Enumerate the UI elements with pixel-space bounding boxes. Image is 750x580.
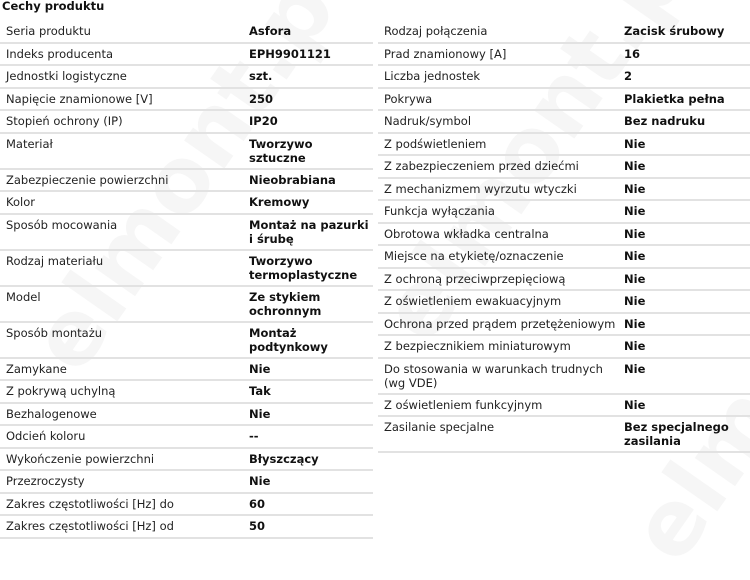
spec-row [378, 21, 750, 44]
spec-row [378, 156, 750, 179]
spec-value: Nie [624, 271, 646, 286]
spec-value: Nie [624, 226, 646, 241]
spec-row [0, 381, 373, 404]
spec-label: Prad znamionowy [A] [384, 46, 507, 61]
spec-label: Wykończenie powierzchni [6, 451, 155, 466]
spec-label: Nadruk/symbol [384, 114, 472, 128]
spec-label: Zabezpieczenie powierzchni [6, 172, 169, 187]
spec-value: Nie [624, 249, 646, 263]
spec-value: Nie [249, 474, 271, 488]
spec-row [0, 111, 373, 134]
spec-value: Asfora [249, 24, 292, 38]
spec-value: 250 [249, 91, 274, 106]
spec-label: Sposób mocowania [6, 217, 118, 232]
spec-value: Bez specjalnego zasilania [624, 420, 729, 448]
spec-label: Bezhalogenowe [6, 406, 97, 421]
spec-value: Błyszczący [249, 451, 319, 466]
spec-row [378, 134, 750, 157]
spec-row [0, 404, 373, 427]
spec-row [0, 516, 373, 539]
spec-value: 16 [624, 46, 641, 61]
spec-value: Nie [624, 136, 646, 151]
spec-value: Bez nadruku [624, 114, 706, 128]
spec-label: Zamykane [6, 361, 67, 376]
spec-label: Indeks producenta [6, 46, 114, 61]
spec-value: IP20 [249, 114, 278, 128]
spec-label: Z oświetleniem ewakuacyjnym [384, 294, 562, 308]
spec-value: Nie [624, 316, 646, 331]
spec-label: Z ochroną przeciwprzepięciową [384, 271, 566, 286]
spec-row [0, 426, 373, 449]
spec-value: Nie [624, 181, 646, 196]
spec-row [0, 251, 373, 287]
spec-row [0, 192, 373, 215]
spec-label: Zasilanie specjalne [384, 420, 495, 434]
spec-row [0, 215, 373, 251]
spec-row [378, 417, 750, 453]
spec-row [0, 170, 373, 193]
spec-value: -- [249, 429, 259, 443]
spec-label: Z bezpiecznikiem miniaturowym [384, 339, 571, 353]
spec-row [378, 246, 750, 269]
spec-label: Do stosowania w warunkach trudnych (wg VDE) [384, 361, 603, 390]
spec-value: 60 [249, 496, 266, 511]
spec-row [378, 44, 750, 67]
section-title: Cechy produktu [2, 0, 105, 13]
spec-label: Liczba jednostek [384, 69, 481, 83]
spec-row [378, 269, 750, 292]
spec-label: Funkcja wyłączania [384, 204, 495, 218]
spec-row [378, 359, 750, 395]
spec-label: Napięcie znamionowe [V] [6, 91, 153, 106]
spec-label: Kolor [6, 195, 35, 209]
spec-value: Nie [624, 339, 646, 353]
right-spec-table [378, 21, 750, 453]
spec-value: Nie [624, 159, 646, 173]
spec-value: Ze stykiem ochronnym [249, 289, 322, 318]
spec-label: Rodzaj połączenia [384, 24, 488, 38]
spec-value: Zacisk śrubowy [624, 24, 725, 38]
spec-row [378, 395, 750, 418]
spec-row [378, 201, 750, 224]
spec-row [0, 134, 373, 170]
spec-label: Sposób montażu [6, 325, 103, 340]
spec-value: szt. [249, 69, 273, 83]
spec-row [0, 359, 373, 382]
spec-row [378, 66, 750, 89]
spec-value: Tworzywo sztuczne [249, 136, 313, 165]
spec-value: Nie [249, 361, 271, 376]
spec-row [378, 336, 750, 359]
spec-label: Z zabezpieczeniem przed dziećmi [384, 159, 579, 173]
spec-value: Nieobrabiana [249, 172, 336, 187]
spec-label: Model [6, 289, 41, 304]
spec-row [0, 66, 373, 89]
spec-row [378, 224, 750, 247]
spec-label: Z mechanizmem wyrzutu wtyczki [384, 181, 577, 196]
spec-label: Ochrona przed prądem przetężeniowym [384, 316, 616, 331]
spec-label: Seria produktu [6, 24, 91, 38]
spec-value: 2 [624, 69, 633, 83]
spec-value: Nie [624, 204, 646, 218]
spec-value: EPH9901121 [249, 46, 331, 61]
spec-label: Przezroczysty [6, 474, 85, 488]
spec-label: Materiał [6, 136, 53, 151]
spec-value: 50 [249, 519, 266, 533]
spec-label: Stopień ochrony (IP) [6, 114, 123, 128]
spec-value: Nie [624, 294, 646, 308]
spec-value: Nie [249, 406, 271, 421]
spec-value: Tworzywo termoplastyczne [249, 253, 358, 282]
spec-value: Nie [624, 361, 646, 376]
spec-label: Miejsce na etykietę/oznaczenie [384, 249, 564, 263]
spec-label: Z pokrywą uchylną [6, 384, 116, 398]
spec-row [0, 471, 373, 494]
spec-value: Montaż na pazurki i śrubę [249, 217, 369, 246]
left-spec-table [0, 21, 373, 539]
spec-row [378, 89, 750, 112]
spec-value: Tak [249, 384, 271, 398]
spec-label: Pokrywa [384, 91, 433, 106]
spec-value: Nie [624, 397, 646, 412]
spec-label: Rodzaj materiału [6, 253, 104, 268]
spec-row [0, 323, 373, 359]
spec-row [378, 291, 750, 314]
spec-row [378, 179, 750, 202]
spec-row [0, 21, 373, 44]
spec-row [0, 89, 373, 112]
spec-row [378, 314, 750, 337]
spec-label: Jednostki logistyczne [6, 69, 127, 83]
spec-value: Plakietka pełna [624, 91, 725, 106]
spec-row [378, 111, 750, 134]
spec-label: Zakres częstotliwości [Hz] do [6, 496, 174, 511]
spec-value: Montaż podtynkowy [249, 325, 328, 354]
spec-label: Z oświetleniem funkcyjnym [384, 397, 543, 412]
spec-label: Obrotowa wkładka centralna [384, 226, 549, 241]
spec-row [0, 494, 373, 517]
spec-row [0, 287, 373, 323]
spec-label: Z podświetleniem [384, 136, 487, 151]
spec-row [0, 449, 373, 472]
spec-value: Kremowy [249, 195, 310, 209]
spec-label: Zakres częstotliwości [Hz] od [6, 519, 174, 533]
spec-label: Odcień koloru [6, 429, 86, 443]
spec-row [0, 44, 373, 67]
